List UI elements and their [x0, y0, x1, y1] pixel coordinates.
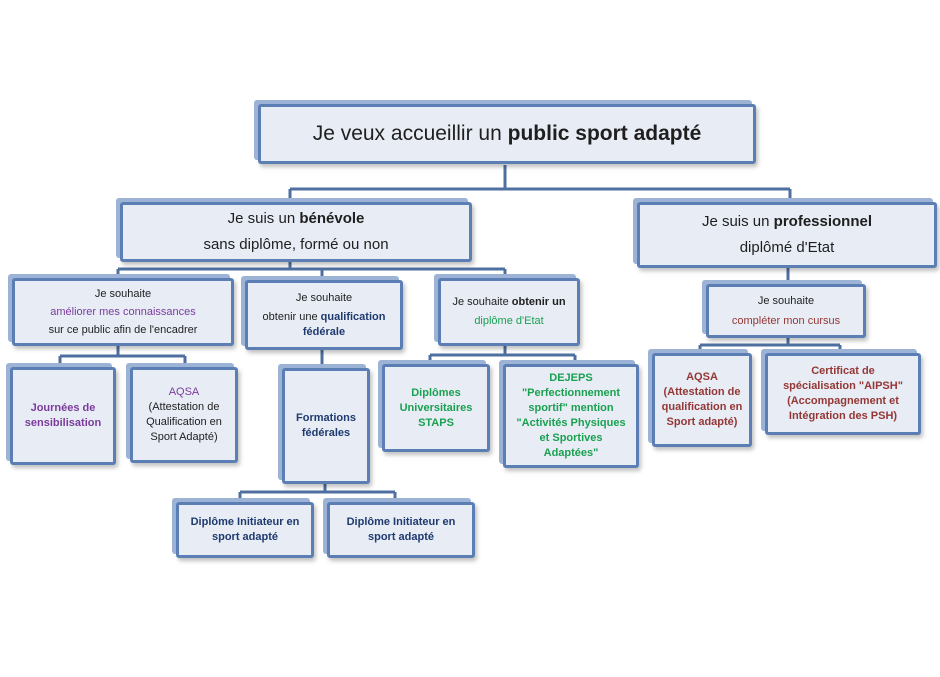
- professionnel-prefix: Je suis un: [701, 213, 774, 230]
- aqsa-pro-line1: AQSA: [686, 371, 718, 383]
- certificat-line1: Certificat de: [811, 365, 875, 377]
- completer-line2: compléter mon cursus: [731, 314, 841, 327]
- certificat-line4: Intégration des PSH): [788, 410, 898, 422]
- completer-box: [706, 284, 866, 338]
- aqsa-pro-line4: Sport adapté): [666, 416, 738, 428]
- initiateur-2-line1: Diplôme Initiateur en: [346, 516, 456, 528]
- root-prefix: Je veux accueillir un: [312, 122, 508, 145]
- professionnel-line2: diplômé d'Etat: [739, 239, 835, 256]
- diplomes-univ-line1: Diplômes: [411, 386, 461, 399]
- ameliorer-line2: améliorer mes connaissances: [50, 305, 196, 318]
- certificat-box: [765, 353, 921, 435]
- journees-line2: sensibilisation: [24, 417, 102, 429]
- diplomes-univ-line2: Universitaires: [399, 401, 473, 414]
- initiateur-2-line2: sport adapté: [367, 531, 434, 543]
- diplome-etat-line2: diplôme d'Etat: [474, 315, 544, 327]
- formations-line1: Formations: [296, 412, 356, 424]
- aqsa-benevole-line4: Sport Adapté): [150, 431, 218, 443]
- aqsa-benevole-line1: AQSA: [168, 386, 200, 398]
- diplome-etat-box: [438, 278, 580, 346]
- root-box: [258, 104, 756, 164]
- initiateur-1-line2: sport adapté: [211, 531, 278, 543]
- dejeps-line5: et Sportives: [539, 432, 603, 444]
- certificat-line2: spécialisation "AIPSH": [783, 380, 903, 392]
- aqsa-benevole-line3: Qualification en: [146, 416, 222, 428]
- completer-line1: Je souhaite: [757, 294, 815, 307]
- aqsa-pro-line3: qualification en: [661, 401, 743, 413]
- dejeps-box: [503, 364, 639, 468]
- journees-box: [10, 367, 116, 465]
- qualification-box: [245, 280, 403, 350]
- qualification-line3: fédérale: [302, 325, 346, 338]
- initiateur-1-box: [176, 502, 314, 558]
- initiateur-1-line1: Diplôme Initiateur en: [190, 516, 300, 528]
- qualification-line2a: obtenir une: [262, 310, 321, 323]
- ameliorer-line1: Je souhaite: [94, 287, 152, 300]
- initiateur-2-box: [327, 502, 475, 558]
- professionnel-bold: professionnel: [773, 213, 873, 230]
- benevole-bold: bénévole: [299, 210, 365, 227]
- aqsa-pro-box: [652, 353, 752, 447]
- certificat-line3: (Accompagnement et: [787, 395, 899, 407]
- aqsa-benevole-box: [130, 367, 238, 463]
- qualification-line2b: qualification: [320, 310, 386, 323]
- benevole-line2: sans diplôme, formé ou non: [203, 236, 389, 253]
- dejeps-line6: Adaptées": [543, 447, 599, 459]
- root-bold: public sport adapté: [507, 122, 702, 145]
- professionnel-box: [637, 202, 937, 268]
- aqsa-pro-line2: (Attestation de: [663, 386, 741, 398]
- journees-line1: Journées de: [30, 402, 96, 414]
- ameliorer-box: [12, 278, 234, 346]
- ameliorer-line3: sur ce public afin de l'encadrer: [48, 323, 198, 336]
- benevole-prefix: Je suis un: [227, 210, 300, 227]
- dejeps-line4: "Activités Physiques: [516, 417, 626, 429]
- qualification-line1: Je souhaite: [295, 291, 353, 304]
- diplomes-univ-line3: STAPS: [418, 416, 454, 429]
- formations-box: [282, 368, 370, 484]
- dejeps-line3: sportif" mention: [528, 402, 614, 414]
- diplome-etat-line1b: obtenir un: [511, 296, 566, 308]
- aqsa-benevole-line2: (Attestation de: [148, 401, 220, 413]
- benevole-box: [120, 202, 472, 262]
- dejeps-line1: DEJEPS: [549, 372, 593, 384]
- diplome-etat-line1a: Je souhaite: [452, 296, 512, 308]
- diplomes-univ-box: [382, 364, 490, 452]
- dejeps-line2: "Perfectionnement: [521, 387, 621, 399]
- formations-line2: fédérales: [301, 427, 351, 439]
